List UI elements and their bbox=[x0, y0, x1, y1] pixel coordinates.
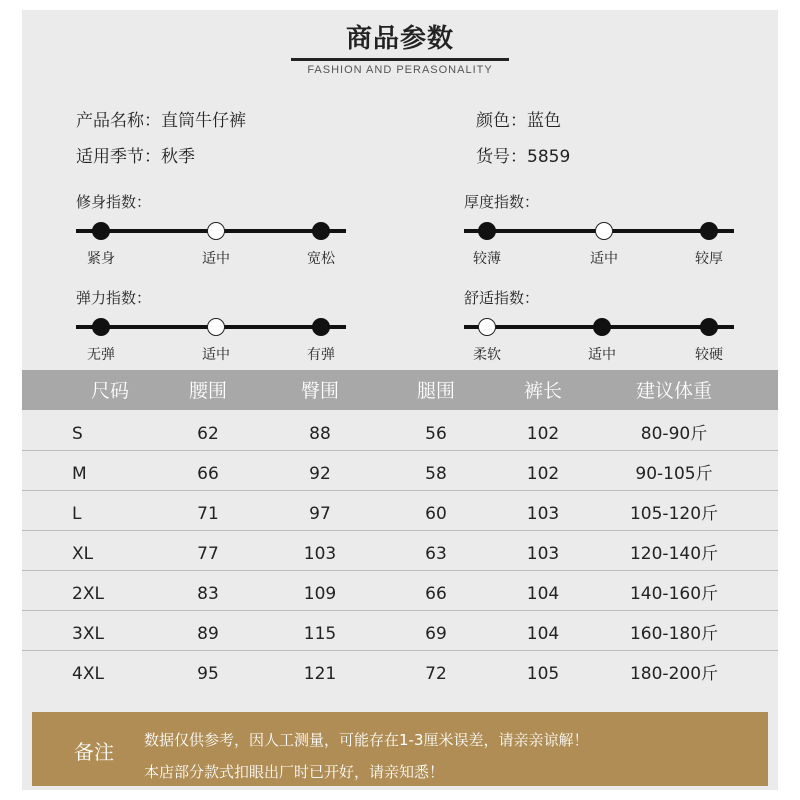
cell-weight: 80-90斤 bbox=[640, 424, 708, 444]
size-table-header bbox=[22, 370, 778, 410]
scale-dot-low bbox=[92, 318, 110, 336]
cell-size: S bbox=[72, 424, 83, 444]
header-hip: 臀围 bbox=[300, 380, 339, 402]
header-thigh: 腿围 bbox=[416, 380, 455, 402]
table-row bbox=[22, 490, 778, 531]
title-underline bbox=[291, 58, 509, 61]
thickness-index-title: 厚度指数： bbox=[464, 193, 540, 211]
cell-waist: 66 bbox=[197, 464, 219, 484]
cell-waist: 71 bbox=[197, 504, 219, 524]
cell-weight: 140-160斤 bbox=[629, 584, 719, 604]
scale-dot-high bbox=[700, 318, 718, 336]
cell-hip: 115 bbox=[303, 624, 337, 644]
cell-size: 3XL bbox=[72, 624, 104, 644]
cell-thigh: 56 bbox=[425, 424, 447, 444]
scale-label-low: 柔软 bbox=[473, 347, 501, 363]
scale-label-high: 较硬 bbox=[695, 347, 723, 363]
cell-weight: 105-120斤 bbox=[629, 504, 719, 524]
thickness-index-scale bbox=[464, 218, 734, 268]
cell-length: 102 bbox=[526, 464, 560, 484]
note-label: 备注 bbox=[74, 740, 114, 764]
scale-dot-high bbox=[312, 318, 330, 336]
header-size: 尺码 bbox=[90, 380, 129, 402]
scale-label-high: 较厚 bbox=[695, 251, 723, 267]
header-length: 裤长 bbox=[523, 380, 562, 402]
cell-size: 2XL bbox=[72, 584, 104, 604]
scale-dot-low bbox=[478, 222, 496, 240]
cell-weight: 180-200斤 bbox=[629, 664, 719, 684]
comfort-index-scale bbox=[464, 314, 734, 364]
page-title: 商品参数 bbox=[345, 24, 454, 54]
cell-thigh: 60 bbox=[425, 504, 447, 524]
scale-dot-low bbox=[92, 222, 110, 240]
cell-waist: 83 bbox=[197, 584, 219, 604]
table-row bbox=[22, 570, 778, 611]
scale-dot-mid bbox=[595, 222, 613, 240]
cell-weight: 90-105斤 bbox=[635, 464, 713, 484]
cell-length: 102 bbox=[526, 424, 560, 444]
product-color: 颜色：蓝色 bbox=[476, 111, 561, 131]
cell-length: 103 bbox=[526, 544, 560, 564]
header-weight: 建议体重 bbox=[635, 380, 712, 402]
elasticity-index-title: 弹力指数： bbox=[76, 289, 152, 307]
scale-dot-mid bbox=[593, 318, 611, 336]
fit-index-scale bbox=[76, 218, 346, 268]
cell-thigh: 72 bbox=[425, 664, 447, 684]
cell-hip: 103 bbox=[303, 544, 337, 564]
note-line-2: 本店部分款式扣眼出厂时已开好，请亲知悉！ bbox=[144, 763, 445, 781]
scale-label-mid: 适中 bbox=[590, 251, 618, 267]
scale-dot-high bbox=[700, 222, 718, 240]
cell-size: 4XL bbox=[72, 664, 104, 684]
scale-dot-mid bbox=[207, 318, 225, 336]
cell-waist: 62 bbox=[197, 424, 219, 444]
cell-thigh: 63 bbox=[425, 544, 447, 564]
cell-length: 103 bbox=[526, 504, 560, 524]
cell-waist: 77 bbox=[197, 544, 219, 564]
product-sku: 货号：5859 bbox=[476, 147, 571, 167]
cell-waist: 89 bbox=[197, 624, 219, 644]
cell-length: 104 bbox=[526, 584, 560, 604]
comfort-index-title: 舒适指数： bbox=[464, 289, 540, 307]
scale-dot-mid bbox=[207, 222, 225, 240]
cell-length: 104 bbox=[526, 624, 560, 644]
cell-weight: 160-180斤 bbox=[629, 624, 719, 644]
cell-thigh: 66 bbox=[425, 584, 447, 604]
scale-label-mid: 适中 bbox=[202, 347, 230, 363]
table-row bbox=[22, 650, 778, 690]
cell-size: M bbox=[72, 464, 87, 484]
elasticity-index-scale bbox=[76, 314, 346, 364]
cell-size: XL bbox=[72, 544, 94, 564]
cell-thigh: 69 bbox=[425, 624, 447, 644]
table-row bbox=[22, 410, 778, 451]
cell-waist: 95 bbox=[197, 664, 219, 684]
fit-index-title: 修身指数： bbox=[76, 193, 152, 211]
cell-hip: 97 bbox=[309, 504, 331, 524]
header-waist: 腰围 bbox=[188, 380, 227, 402]
product-name: 产品名称：直筒牛仔裤 bbox=[76, 111, 246, 131]
cell-hip: 109 bbox=[303, 584, 337, 604]
table-row bbox=[22, 450, 778, 491]
page-subtitle: FASHION AND PERASONALITY bbox=[307, 64, 493, 76]
cell-hip: 88 bbox=[309, 424, 331, 444]
product-season: 适用季节：秋季 bbox=[76, 147, 195, 167]
scale-label-high: 有弹 bbox=[307, 347, 335, 363]
scale-label-low: 无弹 bbox=[87, 347, 115, 363]
scale-label-high: 宽松 bbox=[307, 251, 335, 267]
table-row bbox=[22, 610, 778, 651]
cell-hip: 121 bbox=[303, 664, 337, 684]
scale-label-mid: 适中 bbox=[588, 347, 616, 363]
scale-label-low: 较薄 bbox=[473, 251, 501, 267]
note-line-1: 数据仅供参考，因人工测量，可能存在1-3厘米误差，请亲亲谅解！ bbox=[144, 731, 589, 749]
scale-label-mid: 适中 bbox=[202, 251, 230, 267]
note-bar bbox=[32, 712, 768, 786]
scale-label-low: 紧身 bbox=[87, 251, 115, 267]
cell-hip: 92 bbox=[309, 464, 331, 484]
scale-dot-low bbox=[478, 318, 496, 336]
cell-thigh: 58 bbox=[425, 464, 447, 484]
cell-length: 105 bbox=[526, 664, 560, 684]
cell-size: L bbox=[72, 504, 82, 524]
scale-dot-high bbox=[312, 222, 330, 240]
cell-weight: 120-140斤 bbox=[629, 544, 719, 564]
table-row bbox=[22, 530, 778, 571]
